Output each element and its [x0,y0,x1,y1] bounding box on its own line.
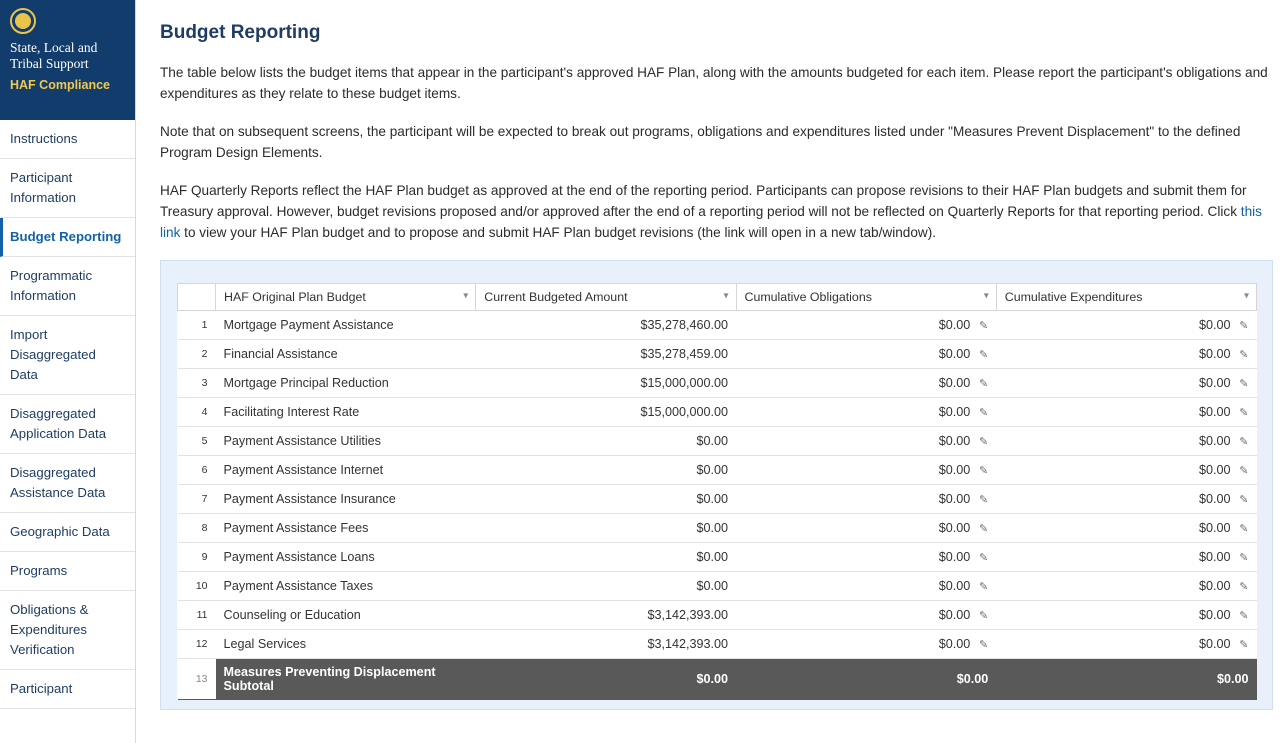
cumulative-expenditures-value: $0.00 [1198,608,1231,622]
column-header-cumulative-obligations[interactable] [736,284,996,311]
pencil-icon[interactable]: ✎ [979,464,989,477]
column-header-label: HAF Original Plan Budget [224,290,366,304]
table-row [178,456,1257,485]
cumulative-obligations-cell[interactable] [736,340,996,369]
current-budgeted-amount: $0.00 [476,514,736,543]
cumulative-expenditures-cell[interactable] [996,311,1256,340]
cumulative-obligations-value: $0.00 [938,376,971,390]
current-budgeted-amount: $0.00 [476,572,736,601]
row-number: 12 [178,630,216,659]
current-budgeted-amount: $0.00 [476,659,736,700]
cumulative-obligations-value: $0.00 [938,463,971,477]
row-number: 10 [178,572,216,601]
paragraph-3-text-after: to view your HAF Plan budget and to propose and submit HAF Plan budget revisions (the link will open in a new tab/window). [180,225,937,240]
main-content [136,0,1281,743]
sidebar-item-programmatic-information[interactable]: Programmatic Information [0,257,135,316]
cumulative-expenditures-cell[interactable] [996,369,1256,398]
pencil-icon[interactable]: ✎ [979,319,989,332]
pencil-icon[interactable]: ✎ [979,522,989,535]
brand-subtitle: HAF Compliance [10,78,111,92]
row-number: 6 [178,456,216,485]
budget-item-label: Payment Assistance Loans [216,543,476,572]
sidebar-item-participant-information[interactable]: Participant Information [0,159,135,218]
row-number: 7 [178,485,216,514]
table-row [178,311,1257,340]
table-row [178,543,1257,572]
cumulative-obligations-cell[interactable] [736,456,996,485]
cumulative-expenditures-cell[interactable] [996,572,1256,601]
cumulative-obligations-value: $0.00 [938,405,971,419]
pencil-icon[interactable]: ✎ [979,580,989,593]
cumulative-obligations-cell[interactable] [736,543,996,572]
cumulative-obligations-value: $0.00 [956,672,989,686]
cumulative-expenditures-value: $0.00 [1198,434,1231,448]
row-number: 13 [178,659,216,700]
row-number: 11 [178,601,216,630]
budget-item-label: Payment Assistance Internet [216,456,476,485]
sidebar-item-disaggregated-application-data[interactable]: Disaggregated Application Data [0,395,135,454]
budget-table [177,283,1257,700]
pencil-icon[interactable]: ✎ [979,406,989,419]
cumulative-obligations-cell[interactable] [736,311,996,340]
cumulative-obligations-cell[interactable] [736,369,996,398]
table-row [178,514,1257,543]
cumulative-expenditures-cell[interactable] [996,398,1256,427]
intro-paragraph-2: Note that on subsequent screens, the participant will be expected to break out programs, obligations and expenditures listed under "Measures Prevent Displacement" to the defined Program Design Elements. [160,124,1241,160]
column-header-haf-original-plan-budget[interactable] [216,284,476,311]
column-header-label: Cumulative Obligations [744,290,872,304]
current-budgeted-amount: $15,000,000.00 [476,398,736,427]
pencil-icon[interactable]: ✎ [1239,435,1249,448]
budget-item-label: Payment Assistance Insurance [216,485,476,514]
cumulative-obligations-value: $0.00 [938,550,971,564]
row-number: 1 [178,311,216,340]
pencil-icon[interactable]: ✎ [1239,348,1249,361]
table-body [178,311,1257,700]
pencil-icon[interactable]: ✎ [979,348,989,361]
cumulative-expenditures-value: $0.00 [1198,318,1231,332]
cumulative-obligations-value: $0.00 [938,579,971,593]
cumulative-expenditures-cell[interactable] [996,543,1256,572]
budget-item-label: Measures Preventing Displacement Subtotal [216,659,476,700]
pencil-icon[interactable]: ✎ [1239,406,1249,419]
pencil-icon[interactable]: ✎ [1239,580,1249,593]
budget-item-label: Mortgage Payment Assistance [216,311,476,340]
sidebar [0,0,136,743]
chevron-down-icon[interactable]: ▾ [463,290,469,302]
pencil-icon[interactable]: ✎ [979,551,989,564]
budget-item-label: Financial Assistance [216,340,476,369]
cumulative-expenditures-cell[interactable] [996,601,1256,630]
cumulative-obligations-cell[interactable] [736,427,996,456]
pencil-icon[interactable]: ✎ [979,638,989,651]
table-row [178,427,1257,456]
budget-item-label: Payment Assistance Taxes [216,572,476,601]
cumulative-obligations-value: $0.00 [938,434,971,448]
cumulative-obligations-cell[interactable] [736,601,996,630]
cumulative-obligations-value: $0.00 [938,521,971,535]
cumulative-expenditures-cell[interactable] [996,340,1256,369]
intro-paragraph-1: The table below lists the budget items that appear in the participant's approved HAF Plan, along with the amounts budgeted for each item. Please report the participant's obligations and expenditures as they relate to these budget items. [160,65,1268,101]
table-row [178,572,1257,601]
budget-item-label: Payment Assistance Fees [216,514,476,543]
pencil-icon[interactable]: ✎ [979,493,989,506]
cumulative-obligations-cell[interactable] [736,572,996,601]
chevron-down-icon[interactable]: ▾ [983,290,989,302]
chevron-down-icon[interactable]: ▾ [1243,290,1249,302]
row-number: 8 [178,514,216,543]
row-number: 5 [178,427,216,456]
budget-item-label: Counseling or Education [216,601,476,630]
column-header-current-budgeted-amount[interactable] [476,284,736,311]
row-number: 2 [178,340,216,369]
row-number: 9 [178,543,216,572]
pencil-icon[interactable]: ✎ [979,609,989,622]
cumulative-expenditures-value: $0.00 [1198,405,1231,419]
pencil-icon[interactable]: ✎ [1239,377,1249,390]
haf-plan-budget-link[interactable]: this link [160,204,1262,240]
cumulative-obligations-cell[interactable] [736,485,996,514]
pencil-icon[interactable]: ✎ [979,377,989,390]
sidebar-nav [0,120,135,743]
row-number-column-header [178,284,216,311]
pencil-icon[interactable]: ✎ [1239,551,1249,564]
current-budgeted-amount: $35,278,459.00 [476,340,736,369]
sidebar-item-import-disaggregated-data[interactable]: Import Disaggregated Data [0,316,135,395]
sidebar-item-disaggregated-assistance-data[interactable]: Disaggregated Assistance Data [0,454,135,513]
current-budgeted-amount: $0.00 [476,456,736,485]
sidebar-item-programs[interactable]: Programs [0,552,135,591]
current-budgeted-amount: $0.00 [476,427,736,456]
cumulative-expenditures-value: $0.00 [1198,579,1231,593]
cumulative-obligations-value: $0.00 [938,347,971,361]
pencil-icon[interactable]: ✎ [1239,493,1249,506]
table-row [178,340,1257,369]
budget-item-label: Mortgage Principal Reduction [216,369,476,398]
row-number: 4 [178,398,216,427]
table-row-subtotal [178,659,1257,700]
pencil-icon[interactable]: ✎ [1239,464,1249,477]
sidebar-item-instructions[interactable]: Instructions [0,120,135,159]
cumulative-expenditures-value: $0.00 [1198,637,1231,651]
column-header-cumulative-expenditures[interactable] [996,284,1256,311]
cumulative-expenditures-cell[interactable] [996,456,1256,485]
chevron-down-icon[interactable]: ▾ [723,290,729,302]
sidebar-item-participant[interactable]: Participant [0,670,135,709]
sidebar-item-geographic-data[interactable]: Geographic Data [0,513,135,552]
cumulative-expenditures-cell[interactable] [996,630,1256,659]
cumulative-obligations-value: $0.00 [938,608,971,622]
cumulative-obligations-cell[interactable] [736,630,996,659]
cumulative-expenditures-value: $0.00 [1198,376,1231,390]
cumulative-obligations-value: $0.00 [938,492,971,506]
current-budgeted-amount: $15,000,000.00 [476,369,736,398]
cumulative-expenditures-value: $0.00 [1198,521,1231,535]
current-budgeted-amount: $3,142,393.00 [476,601,736,630]
pencil-icon[interactable]: ✎ [979,435,989,448]
cumulative-obligations-cell[interactable] [736,514,996,543]
cumulative-expenditures-value: $0.00 [1198,463,1231,477]
page-title: Budget Reporting [160,22,321,43]
cumulative-expenditures-value: $0.00 [1198,550,1231,564]
cumulative-expenditures-value: $0.00 [1198,347,1231,361]
cumulative-obligations-cell [736,659,996,700]
cumulative-expenditures-cell[interactable] [996,427,1256,456]
budget-item-label: Legal Services [216,630,476,659]
table-header-row [178,284,1257,311]
budget-item-label: Facilitating Interest Rate [216,398,476,427]
brand-header [0,0,135,120]
cumulative-obligations-cell[interactable] [736,398,996,427]
cumulative-obligations-value: $0.00 [938,637,971,651]
budget-item-label: Payment Assistance Utilities [216,427,476,456]
table-row [178,601,1257,630]
cumulative-expenditures-value: $0.00 [1198,492,1231,506]
current-budgeted-amount: $0.00 [476,485,736,514]
pencil-icon[interactable]: ✎ [1239,609,1249,622]
cumulative-obligations-value: $0.00 [938,318,971,332]
budget-table-panel [160,260,1273,710]
cumulative-expenditures-cell [996,659,1256,700]
column-header-label: Current Budgeted Amount [484,290,628,304]
pencil-icon[interactable]: ✎ [1239,522,1249,535]
paragraph-3-text-before: HAF Quarterly Reports reflect the HAF Plan budget as approved at the end of the reporting period. Participants can propose revisions to their HAF Plan budgets and submit them for Treasury approval. However, budget revisions proposed and/or approved after the end of a reporting period will not be reflected on Quarterly Reports for that reporting period. Click [160,183,1247,219]
pencil-icon[interactable]: ✎ [1239,638,1249,651]
table-row [178,369,1257,398]
cumulative-expenditures-cell[interactable] [996,485,1256,514]
pencil-icon[interactable]: ✎ [1239,319,1249,332]
sidebar-item-budget-reporting[interactable]: Budget Reporting [0,218,135,257]
brand-title: State, Local and Tribal Support [10,40,98,71]
current-budgeted-amount: $0.00 [476,543,736,572]
table-header [178,284,1257,311]
table-row [178,630,1257,659]
row-number: 3 [178,369,216,398]
current-budgeted-amount: $35,278,460.00 [476,311,736,340]
table-row [178,398,1257,427]
table-row [178,485,1257,514]
current-budgeted-amount: $3,142,393.00 [476,630,736,659]
column-header-label: Cumulative Expenditures [1004,290,1143,304]
cumulative-expenditures-value: $0.00 [1216,672,1249,686]
treasury-seal-icon [10,8,36,34]
cumulative-expenditures-cell[interactable] [996,514,1256,543]
seal-inner [15,13,31,29]
intro-paragraph-3 [160,180,1273,243]
sidebar-item-obligations-expenditures-verification[interactable]: Obligations & Expenditures Verification [0,591,135,670]
